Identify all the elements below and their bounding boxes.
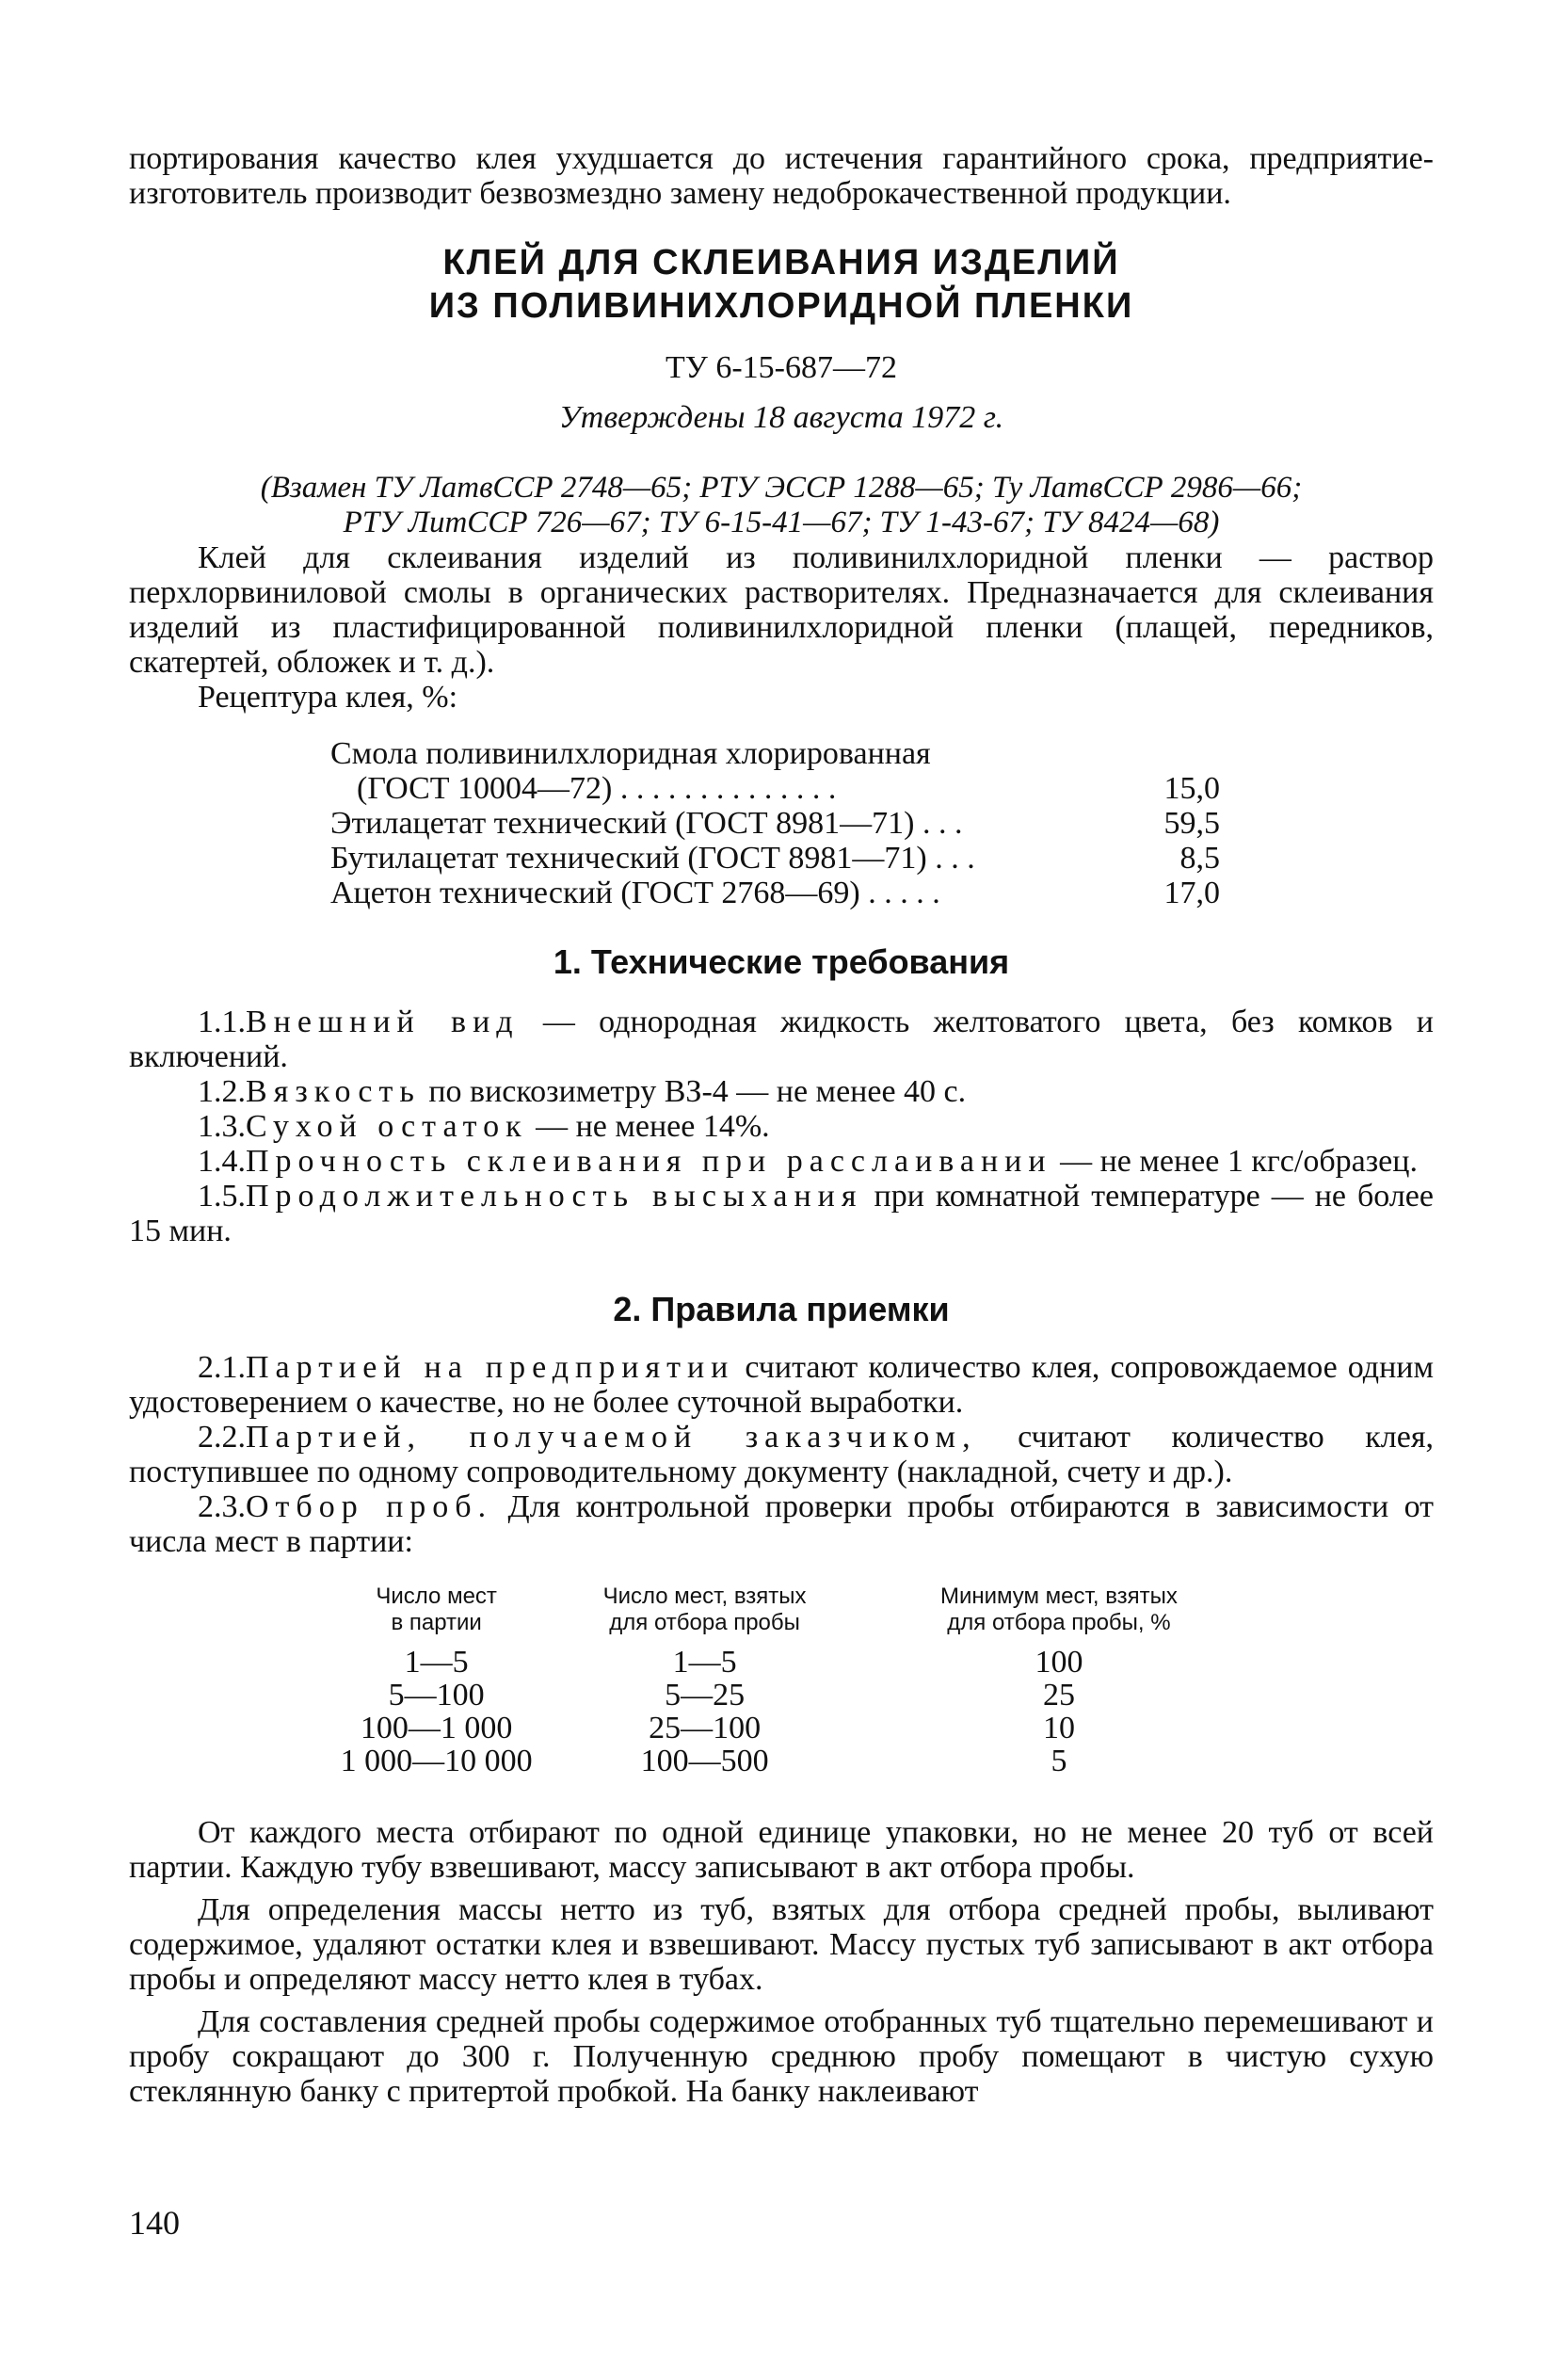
section-1-heading: 1. Технические требования (553, 942, 1010, 981)
table-row (320, 1745, 1261, 1777)
intro-paragraph: портирования качество клея ухудшается до истечения гарантийного срока, предприятие-изготовитель производит безвозмездно замену недоброкачественной продукции. (129, 141, 1434, 211)
table-cell: 10 (1042, 1711, 1075, 1745)
tu-number: ТУ 6-15-687—72 (666, 350, 897, 385)
table-row (320, 1712, 1261, 1745)
recipe-name: Этилацетат технический (ГОСТ 8981—71) . . . (330, 806, 963, 841)
table-cell: 100 (1035, 1645, 1083, 1680)
recipe-name: Смола поливинилхлоридная хлорированная (330, 736, 931, 771)
clause-1-2: 1.2.Вязкость по вискозиметру ВЗ-4 — не менее 40 с. (198, 1074, 967, 1109)
title-line-2: ИЗ ПОЛИВИНИХЛОРИДНОЙ ПЛЕНКИ (428, 286, 1134, 326)
description-paragraph: Клей для склеивания изделий из поливинилхлоридной пленки — раствор перхлорвиниловой смолы в органических растворителях. Предназначается для склеивания изделий из пластифицированной поливинилхлоридной пленки (плащей, передников, скатертей, обложек и т. д.). (129, 540, 1434, 680)
table-cell: 1 000—10 000 (340, 1744, 533, 1778)
clause-1-4: 1.4.Прочность склеивания при расслаивании — не менее 1 кгс/образец. (198, 1144, 1418, 1179)
page-number: 140 (129, 2204, 180, 2242)
paragraph-net-mass: Для определения массы нетто из туб, взятых для отбора средней пробы, выливают содержимое, удаляют остатки клея и взвешивают. Массу пустых туб записывают в акт отбора пробы и определяют массу нетто клея в тубах. (129, 1892, 1434, 1997)
document-page (129, 141, 1434, 2109)
recipe-value: 15,0 (1163, 771, 1220, 806)
clause-2-3: 2.3.Отбор проб. Для контрольной проверки пробы отбираются в зависимости от числа мест в партии: (129, 1489, 1434, 1559)
section-2-heading: 2. Правила приемки (613, 1290, 950, 1328)
document-title (129, 241, 1434, 328)
recipe-intro: Рецептура клея, %: (198, 680, 458, 715)
table-cell: 5 (1051, 1744, 1067, 1778)
paragraph-sampling: От каждого места отбирают по одной единице упаковки, но не менее 20 туб от всей партии. Каждую тубу взвешивают, массу записывают в акт отбора пробы. (129, 1815, 1434, 1885)
table-cell: 100—500 (640, 1744, 769, 1778)
replaced-line-2: РТУ ЛитССР 726—67; ТУ 6-15-41—67; ТУ 1-43-67; ТУ 8424—68) (343, 506, 1220, 539)
recipe-row (330, 736, 1220, 771)
column-header: Минимум мест, взятых для отбора пробы, % (939, 1584, 1178, 1635)
table-cell: 5—25 (665, 1678, 746, 1713)
clause-1-3: 1.3.Сухой остаток — не менее 14%. (198, 1109, 770, 1144)
recipe-row (330, 876, 1220, 910)
recipe-row (330, 771, 1220, 806)
column-header: Число мест в партии (376, 1584, 497, 1635)
recipe-value: 17,0 (1163, 876, 1220, 910)
recipe-name: Бутилацетат технический (ГОСТ 8981—71) . . . (330, 841, 975, 876)
table-row (320, 1646, 1261, 1679)
clause-2-1: 2.1.Партией на предприятии считают количество клея, сопровождаемое одним удостоверением о качестве, но не более суточной выработки. (129, 1350, 1434, 1420)
table-cell: 100—1 000 (360, 1711, 513, 1745)
title-line-1: КЛЕЙ ДЛЯ СКЛЕИВАНИЯ ИЗДЕЛИЙ (442, 243, 1120, 282)
replaced-line-1: (Взамен ТУ ЛатвССР 2748—65; РТУ ЭССР 1288—65; Ту ЛатвССР 2986—66; (260, 471, 1303, 505)
sample-table (320, 1584, 1261, 1777)
approval-date: Утверждены 18 августа 1972 г. (558, 400, 1004, 435)
column-header: Число мест, взятых для отбора пробы (602, 1584, 807, 1635)
paragraph-average-sample: Для составления средней пробы содержимое отобранных туб тщательно перемешивают и пробу сокращают до 300 г. Полученную среднюю пробу помещают в чистую сухую стеклянную банку с притертой пробкой. На банку наклеивают (129, 2004, 1434, 2109)
table-row (320, 1679, 1261, 1712)
table-cell: 1—5 (672, 1645, 737, 1680)
table-header-row (320, 1584, 1261, 1646)
clause-2-2: 2.2.Партией, получаемой заказчиком, считают количество клея, поступившее по одному сопроводительному документу (накладной, счету и др.). (129, 1420, 1434, 1489)
table-cell: 5—100 (388, 1678, 485, 1713)
clause-1-5: 1.5.Продолжительность высыхания при комнатной температуре — не более 15 мин. (129, 1179, 1434, 1248)
clause-1-1: 1.1.Внешний вид — однородная жидкость желтоватого цвета, без комков и включений. (129, 1005, 1434, 1074)
recipe-name: (ГОСТ 10004—72) . . . . . . . . . . . . . . (357, 771, 837, 806)
table-cell: 25—100 (649, 1711, 762, 1745)
recipe-row (330, 841, 1220, 876)
recipe-name: Ацетон технический (ГОСТ 2768—69) . . . . . (330, 876, 940, 910)
recipe-row (330, 806, 1220, 841)
recipe-list (330, 736, 1220, 910)
table-cell: 25 (1042, 1678, 1075, 1713)
replaced-standards (129, 471, 1434, 540)
recipe-value: 59,5 (1163, 806, 1220, 841)
recipe-value: 8,5 (1179, 841, 1220, 876)
table-cell: 1—5 (404, 1645, 469, 1680)
